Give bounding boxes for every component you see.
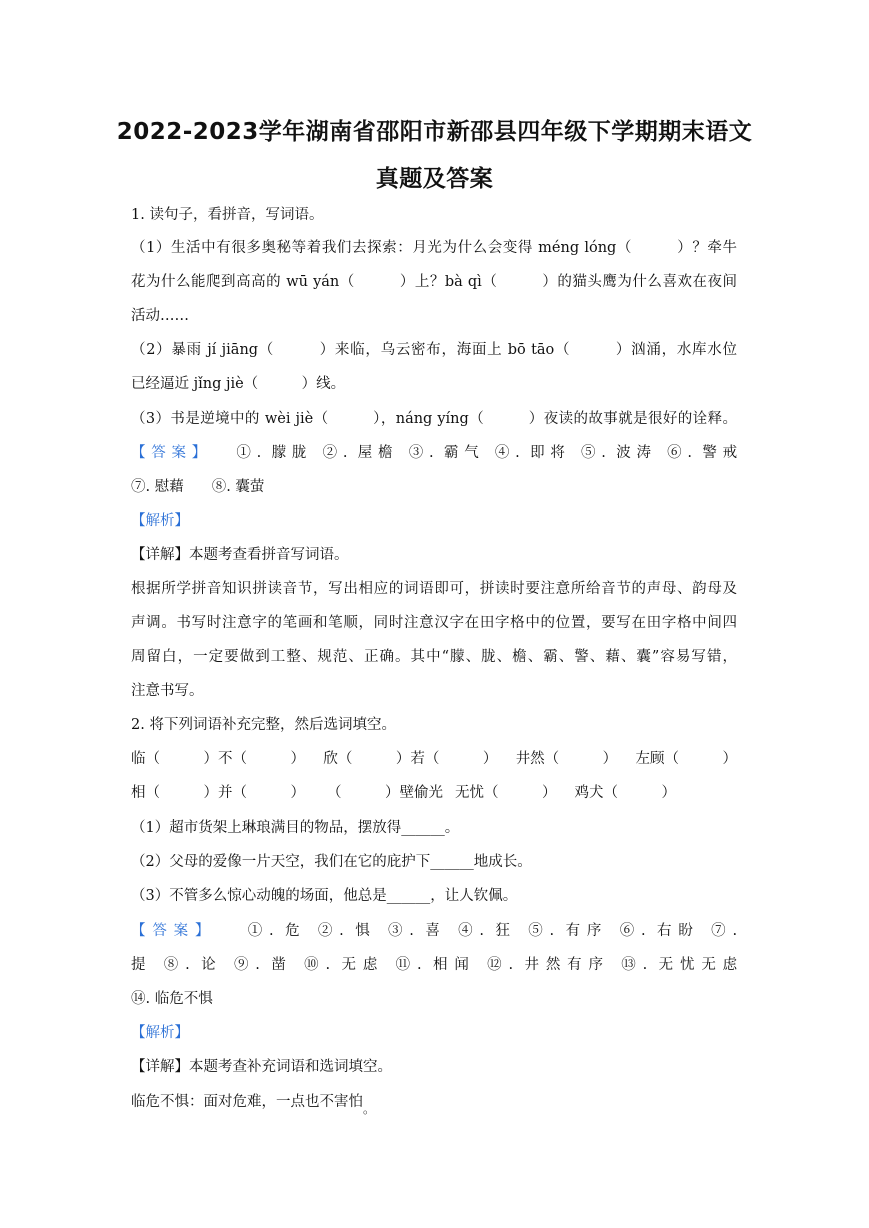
q2-explanation-line1: [131, 1092, 376, 1116]
q2-answer-item: 提: [131, 957, 153, 973]
q2-answer-item: ⑨. 凿: [233, 957, 293, 973]
q1-answer-item: ②. 屋檐: [322, 445, 399, 461]
q1-sentence2-line1: （2）暴雨 jí jiāng（ ）来临，乌云密布，海面上 bō tāo（ ）汹涌，水库水位: [131, 342, 737, 358]
q1-answer-item: ⑤. 波涛: [580, 445, 657, 461]
q2-words-row1: [131, 749, 737, 769]
q2-word-item: 无忧（ ）: [455, 785, 557, 801]
q1-sentence1-line1: （1）生活中有很多奥秘等着我们去探索：月光为什么会变得 méng lóng（ ）？牵牛: [131, 240, 737, 256]
q1-answer-item: ③. 霸气: [408, 445, 485, 461]
q2-answer-tag: 【答案】: [131, 923, 217, 939]
q2-answer-item: ⑤. 有序: [528, 923, 609, 939]
q1-sentence1-line2: 花为什么能爬到高高的 wū yán（ ）上？bà qì（ ）的猫头鹰为什么喜欢在夜间: [131, 274, 737, 290]
q1-detail: 【详解】本题考查看拼音写词语。: [131, 547, 349, 563]
q1-answer-item: ⑦. 慰藉: [131, 479, 184, 495]
q2-word-item: 左顾（ ）: [635, 751, 738, 767]
q1-sentence3: （3）书是逆境中的 wèi jiè（ ），náng yíng（ ）夜读的故事就是很好的诠释。: [131, 411, 737, 427]
q1-explanation-line1: 根据所学拼音知识拼读音节，写出相应的词语即可，拼读时要注意所给音节的声母、韵母及: [131, 581, 737, 597]
q2-analysis-tag: 【解析】: [131, 1025, 189, 1041]
q2-answer-item: ⑩. 无虑: [304, 957, 385, 973]
q2-answer-item: ⑫. 井然有序: [487, 957, 610, 973]
q2-answer-item: ③. 喜: [387, 923, 447, 939]
q2-word-item: （ ）壁偷光: [327, 785, 443, 801]
q2-word-item: 相（ ）并（ ）: [131, 785, 305, 801]
q1-answer-line2: [131, 477, 264, 497]
q2-answer-item: ④. 狂: [458, 923, 517, 939]
q1-stem: 1. 读句子，看拼音，写词语。: [131, 207, 324, 223]
q1-explanation-line2: 声调。书写时注意字的笔画和笔顺，同时注意汉字在田字格中的位置，要写在田字格中间四: [131, 615, 737, 631]
q2-answer-item: ②. 惧: [317, 923, 377, 939]
q2-sentence3: （3）不管多么惊心动魄的场面，他总是______，让人钦佩。: [131, 888, 518, 904]
q1-explanation-line4: 注意书写。: [131, 683, 204, 699]
q1-answer-item: ①. 朦胧: [236, 445, 313, 461]
q2-sentence2: （2）父母的爱像一片天空，我们在它的庇护下______地成长。: [131, 854, 532, 870]
q2-word-item: 井然（ ）: [515, 751, 618, 767]
q2-word-item: 欣（ ）若（ ）: [323, 751, 498, 767]
q2-answer-item: ⑥. 右盼: [619, 923, 700, 939]
q2-word-item: 临（ ）不（ ）: [131, 751, 305, 767]
q1-answer-item: ⑧. 囊萤: [211, 479, 265, 495]
q1-answer-item: ⑥. 警戒: [667, 445, 738, 461]
q2-answer-item: ⑬. 无忧无虑: [621, 957, 738, 973]
q2-answer-item: ⑪. 相闻: [395, 957, 476, 973]
q1-sentence2-line2: 已经逼近 jǐng jiè（ ）线。: [131, 376, 346, 392]
q2-word-item: 鸡犬（ ）: [574, 785, 676, 801]
document-title-line2: 真题及答案: [375, 166, 494, 192]
q2-sentence1: （1）超市货架上琳琅满目的物品，摆放得______。: [131, 820, 460, 836]
q2-detail: 【详解】本题考查补充词语和选词填空。: [131, 1059, 392, 1075]
q2-stem: 2. 将下列词语补充完整，然后选词填空。: [131, 717, 396, 733]
q2-answer-line1: [131, 921, 737, 941]
q1-answer-item: ④. 即将: [494, 445, 571, 461]
q2-explanation-mark: 。: [363, 1102, 376, 1116]
q1-sentence1-line3: 活动……: [131, 308, 189, 324]
q1-explanation-line3: 周留白，一定要做到工整、规范、正确。其中“朦、胧、檐、霸、警、藉、囊”容易写错，: [131, 649, 737, 665]
q2-answer-line3: ⑭. 临危不惧: [131, 991, 213, 1007]
q1-answer-tag: 【答案】: [131, 445, 213, 461]
q1-answer-line1: [131, 443, 737, 463]
q2-explanation-text: 临危不惧：面对危难，一点也不害怕: [131, 1094, 363, 1110]
q2-answer-item: ⑦.: [711, 923, 738, 939]
q1-analysis-tag: 【解析】: [131, 513, 189, 529]
document-title-line1: 2022-2023学年湖南省邵阳市新邵县四年级下学期期末语文: [116, 119, 753, 145]
q2-answer-item: ①. 危: [247, 923, 307, 939]
q2-words-row2: [131, 783, 676, 803]
q2-answer-item: ⑧. 论: [163, 957, 223, 973]
q2-answer-line2: [131, 955, 737, 975]
